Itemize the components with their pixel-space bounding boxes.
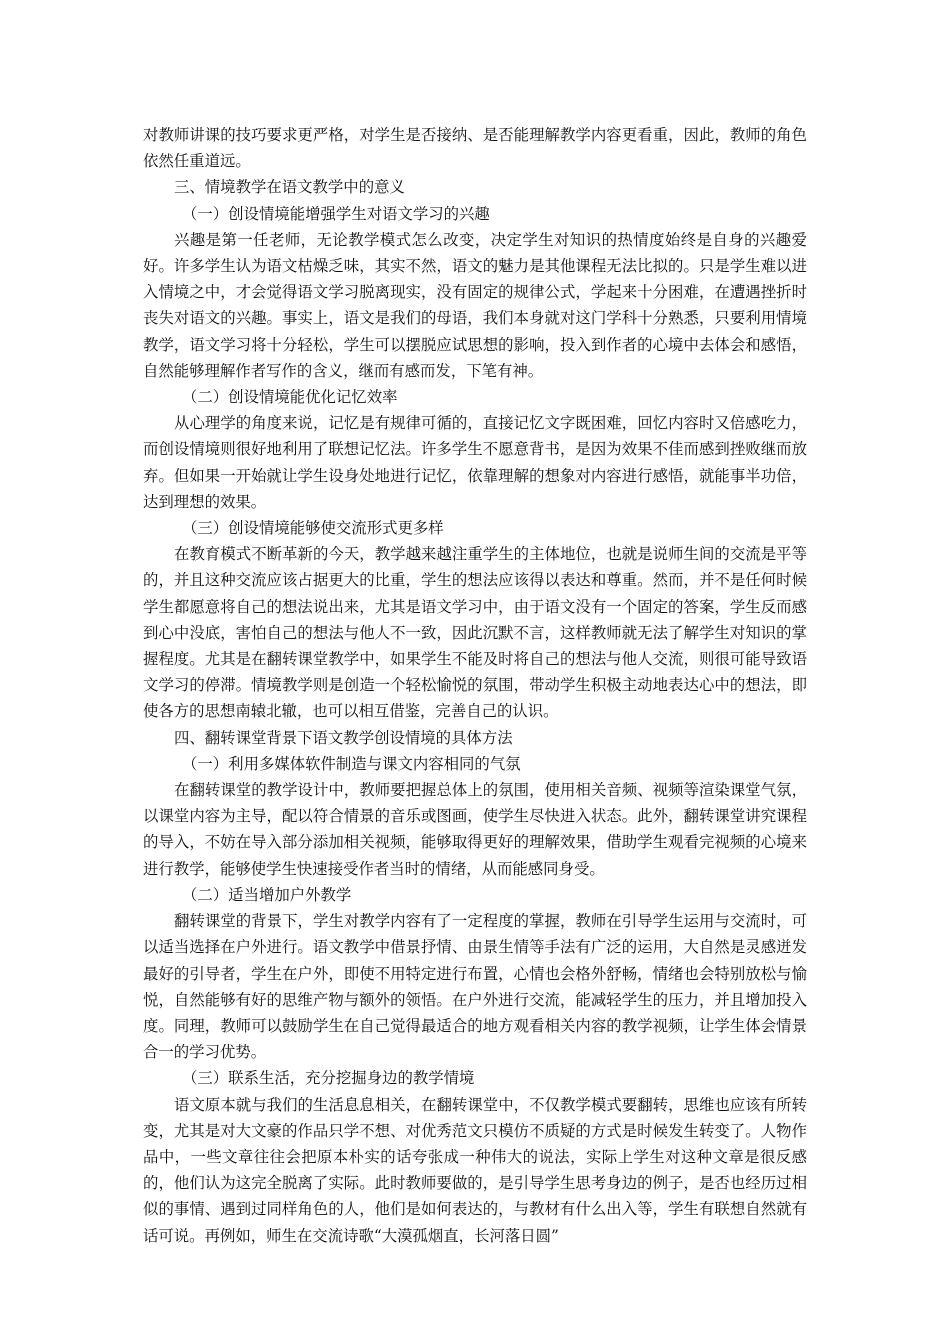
body-paragraph: 对教师讲课的技巧要求更严格，对学生是否接纳、是否能理解教学内容更看重，因此，教师的角色依然任重道远。 (143, 126, 807, 171)
subsection-heading: （三）创设情境能够使交流形式更多样 (182, 519, 444, 538)
body-paragraph: 兴趣是第一任老师，无论教学模式怎么改变，决定学生对知识的热情度始终是自身的兴趣爱好。许多学生认为语文枯燥乏味，其实不然，语文的魅力是其他课程无法比拟的。只是学生难以进入情境之中，才会觉得语文学习脱离现实，没有固定的规律公式，学起来十分困难，在遭遇挫折时丧失对语文的兴趣。事实上，语文是我们的母语，我们本身就对这门学科十分熟悉，只要利用情境教学，语文学习将十分轻松，学生可以摆脱应试思想的影响，投入到作者的心境中去体会和感悟，自然能够理解作者写作的含义，继而有感而发，下笔有神。 (143, 230, 807, 380)
subsection-heading: （二）创设情境能优化记忆效率 (182, 388, 398, 407)
document-page (143, 122, 807, 1249)
subsection-heading: （二）适当增加户外教学 (182, 885, 352, 904)
section-heading: 三、情境教学在语文教学中的意义 (174, 178, 405, 197)
body-paragraph: 翻转课堂的背景下，学生对教学内容有了一定程度的掌握，教师在引导学生运用与交流时，可以适当选择在户外进行。语文教学中借景抒情、由景生情等手法有广泛的运用，大自然是灵感迸发最好的引导者，学生在户外，即使不用特定进行布置，心情也会格外舒畅，情绪也会特别放松与愉悦，自然能够有好的思维产物与额外的领悟。在户外进行交流，能减轻学生的压力，并且增加投入度。同理，教师可以鼓励学生在自己觉得最适合的地方观看相关内容的教学视频，让学生体会情景合一的学习优势。 (143, 912, 807, 1062)
section-heading: 四、翻转课堂背景下语文教学创设情境的具体方法 (174, 728, 513, 747)
body-paragraph: 在教育模式不断革新的今天，教学越来越注重学生的主体地位，也就是说师生间的交流是平等的，并且这种交流应该占据更大的比重，学生的想法应该得以表达和尊重。然而，并不是任何时候学生都愿意将自己的想法说出来，尤其是语文学习中，由于语文没有一个固定的答案，学生反而感到心中没底，害怕自己的想法与他人不一致，因此沉默不言，这样教师就无法了解学生对知识的掌握程度。尤其是在翻转课堂教学中，如果学生不能及时将自己的想法与他人交流，则很可能导致语文学习的停滞。情境教学则是创造一个轻松愉悦的氛围，带动学生积极主动地表达心中的想法，即使各方的思想南辕北辙，也可以相互借鉴，完善自己的认识。 (143, 545, 807, 721)
subsection-heading: （一）利用多媒体软件制造与课文内容相同的气氛 (182, 754, 521, 773)
subsection-heading: （一）创设情境能增强学生对语文学习的兴趣 (182, 204, 490, 223)
body-paragraph: 在翻转课堂的教学设计中，教师要把握总体上的氛围，使用相关音频、视频等渲染课堂气氛，以课堂内容为主导，配以符合情景的音乐或图画，使学生尽快进入状态。此外，翻转课堂讲究课程的导入，不妨在导入部分添加相关视频，能够取得更好的理解效果，借助学生观看完视频的心境来进行教学，能够使学生快速接受作者当时的情绪，从而能感同身受。 (143, 781, 807, 878)
body-paragraph: 语文原本就与我们的生活息息相关，在翻转课堂中，不仅教学模式要翻转，思维也应该有所转变，尤其是对大文豪的作品只学不想、对优秀范文只模仿不质疑的方式是时候发生转变了。人物作品中，一些文章往往会把原本朴实的话夸张成一种伟大的说法，实际上学生对这种文章是很反感的，他们认为这完全脱离了实际。此时教师要做的，是引导学生思考身边的例子，是否也经历过相似的事情、遇到过同样角色的人，他们是如何表达的，与教材有什么出入等，学生有联想自然就有话可说。再例如，师生在交流诗歌“大漠孤烟直，长河落日圆” (143, 1095, 807, 1245)
body-paragraph: 从心理学的角度来说，记忆是有规律可循的，直接记忆文字既困难，回忆内容时又倍感吃力，而创设情境则很好地利用了联想记忆法。许多学生不愿意背书，是因为效果不佳而感到挫败继而放弃。但如果一开始就让学生设身处地进行记忆，依靠理解的想象对内容进行感悟，就能事半功倍，达到理想的效果。 (143, 414, 807, 511)
subsection-heading: （三）联系生活，充分挖掘身边的教学情境 (182, 1069, 475, 1088)
